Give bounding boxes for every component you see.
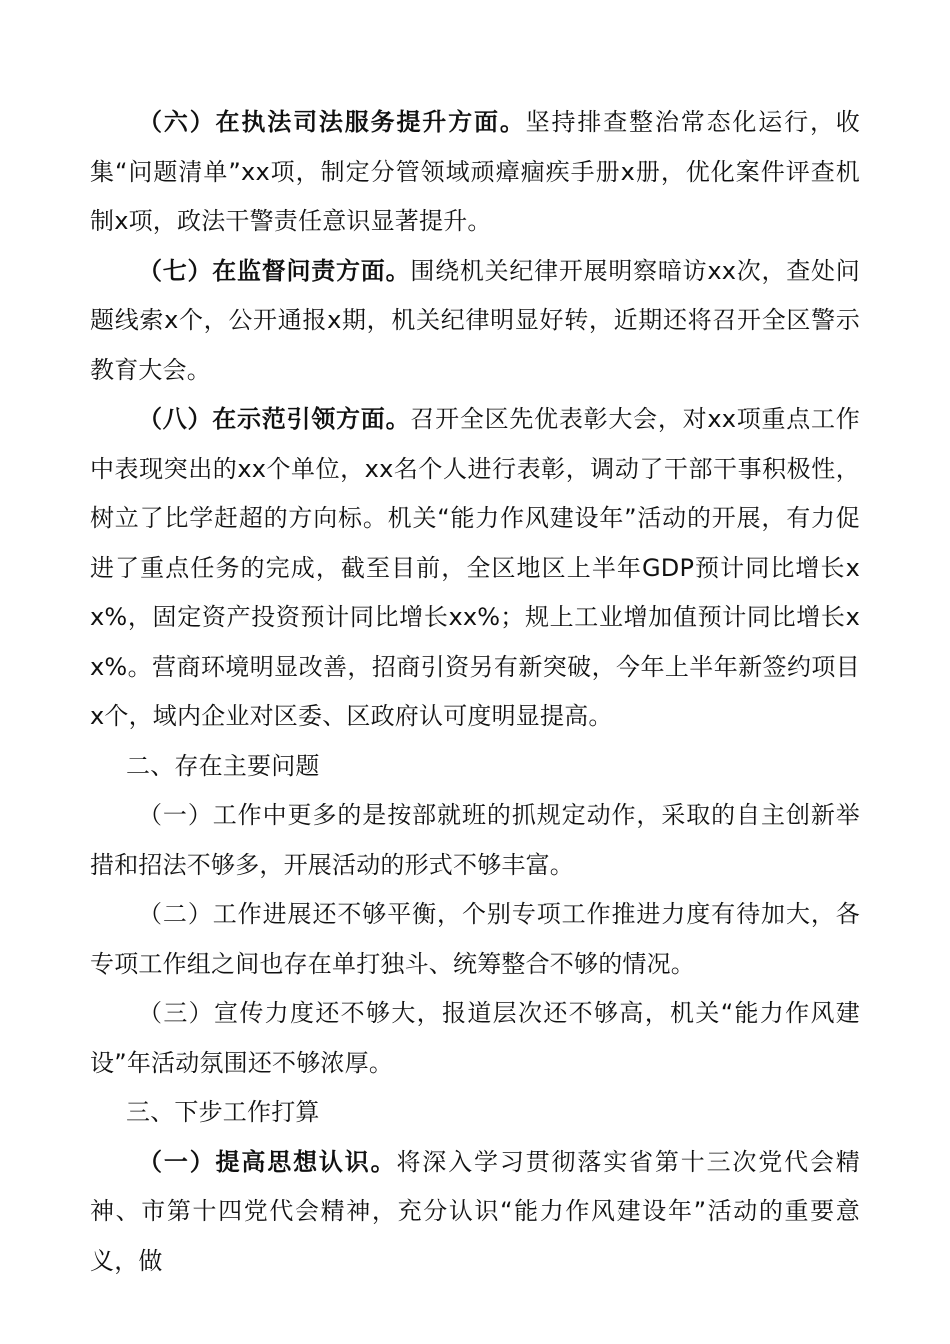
paragraph-text: （三）宣传力度还不够大，报道层次还不够高，机关“能力作风建设”年活动氛围还不够浓厚。 <box>90 999 860 1077</box>
paragraph-next-step-1 <box>90 1138 860 1287</box>
paragraph-problem-1 <box>90 791 860 890</box>
paragraph-text: 将深入学习贯彻落实省第十三次党代会精神、市第十四党代会精神，充分认识“能力作风建设年”活动的重要意义，做 <box>90 1147 861 1275</box>
paragraph-text: 坚持排查整治常态化运行，收集“问题清单”xx项，制定分管领域顽瘴痼疾手册x册，优化案件评查机制x项，政法干警责任意识显著提升。 <box>90 108 861 235</box>
paragraph-text: （二）工作进展还不够平衡，个别专项工作推进力度有待加大，各专项工作组之间也存在单打独斗、统筹整合不够的情况。 <box>90 900 860 978</box>
section-heading-next-steps: 三、下步工作打算 <box>126 1098 320 1126</box>
paragraph-lead: （七）在监督问责方面。 <box>138 256 411 285</box>
section-heading-problems: 二、存在主要问题 <box>126 751 320 780</box>
paragraph-supervision <box>90 247 860 396</box>
document-body <box>90 98 860 1286</box>
paragraph-problem-3 <box>90 989 860 1088</box>
paragraph-lead: （八）在示范引领方面。 <box>138 405 411 433</box>
paragraph-lead: （六）在执法司法服务提升方面。 <box>138 108 526 136</box>
paragraph-lead: （一）提高思想认识。 <box>138 1147 397 1176</box>
paragraph-text: 围绕机关纪律开展明察暗访xx次，查处问题线索x个，公开通报x期，机关纪律明显好转，近期还将召开全区警示教育大会。 <box>90 256 860 384</box>
paragraph-demonstration <box>90 395 860 742</box>
paragraph-text: （一）工作中更多的是按部就班的抓规定动作，采取的自主创新举措和招法不够多，开展活动的形式不够丰富。 <box>90 801 860 879</box>
paragraph-problem-2 <box>90 890 860 989</box>
paragraph-text: 召开全区先优表彰大会，对xx项重点工作中表现突出的xx个单位，xx名个人进行表彰，调动了干部干事积极性，树立了比学赶超的方向标。机关“能力作风建设年”活动的开展，有力促进了重点任务的完成，截至目前，全区地区上半年GDP预计同比增长xx%，固定资产投资预计同比增长xx%；规上工业增加值预计同比增长xx%。营商环境明显改善，招商引资另有新突破，今年上半年新签约项目x个，域内企业对区委、区政府认可度明显提高。 <box>90 405 860 730</box>
paragraph-law-enforcement <box>90 98 860 247</box>
